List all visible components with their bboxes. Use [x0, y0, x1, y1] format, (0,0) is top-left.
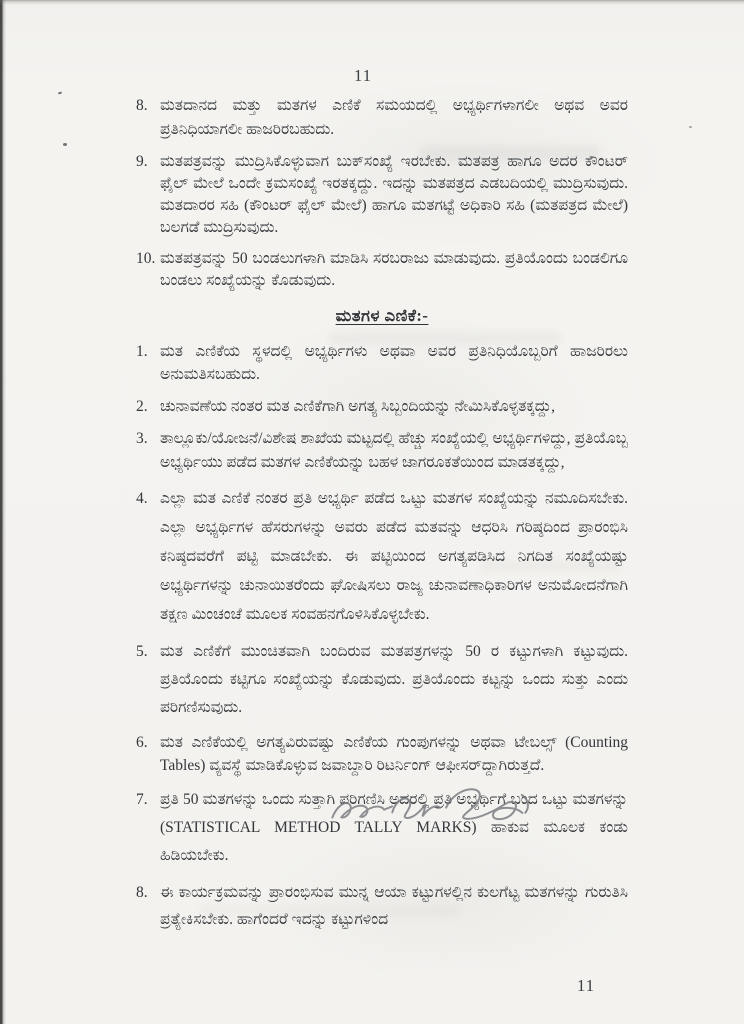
list-item-text: ಚುನಾವಣೆಯ ನಂತರ ಮತ ಎಣಿಕೆಗಾಗಿ ಅಗತ್ಯ ಸಿಬ್ಬಂದಿಯನ್ನು ನೇಮಿಸಿಕೊಳ್ಳತಕ್ಕದ್ದು, [160, 398, 555, 415]
counting-item-3 [136, 427, 628, 475]
list-item-text: ಮತಪತ್ರವನ್ನು 50 ಬಂಡಲುಗಳಾಗಿ ಮಾಡಿಸಿ ಸರಬರಾಜು ಮಾಡುವುದು. ಪ್ರತಿಯೊಂದು ಬಂಡಲಿಗೂ ಬಂಡಲು ಸಂಖ್ಯೆಯನ್ನು ಕೊಡುವುದು. [160, 250, 628, 289]
list-item-8 [136, 94, 628, 142]
list-item-number: 8. [136, 97, 148, 114]
list-item-number: 4. [136, 490, 148, 507]
list-item-number: 10. [136, 250, 156, 267]
document-body [136, 94, 628, 942]
list-item-number: 5. [136, 643, 148, 660]
scan-speck [63, 143, 67, 146]
list-item-number: 6. [136, 734, 148, 751]
list-item-number: 1. [136, 343, 148, 360]
section-heading-text: ಮತಗಳ ಎಣಿಕೆ:- [335, 306, 429, 325]
counting-item-8 [136, 879, 628, 933]
list-item-number: 3. [136, 430, 148, 447]
list-item-text: ಮತಪತ್ರವನ್ನು ಮುದ್ರಿಸಿಕೊಳ್ಳುವಾಗ ಬುಕ್‌ಸಂಖ್ಯೆ ಇರಬೇಕು. ಮತಪತ್ರ ಹಾಗೂ ಅದರ ಕೌಂಟರ್ ಫೈಲ್ ಮೇಲೆ ಒಂದೇ ಕ್ರಮಸಂಖ್ಯೆ ಇರತಕ್ಕದ್ದು. ಇದನ್ನು ಮತಪತ್ರದ ಎಡಬದಿಯಲ್ಲಿ ಮುದ್ರಿಸುವುದು. ಮತದಾರರ ಸಹಿ (ಕೌಂಟರ್ ಫೈಲ್ ಮೇಲೆ) ಹಾಗೂ ಮತಗಟ್ಟೆ ಅಧಿಕಾರಿ ಸಹಿ (ಮತಪತ್ರದ ಮೇಲೆ) ಬಲಗಡೆ ಮುದ್ರಿಸುವುದು. [160, 153, 628, 236]
counting-item-6 [136, 731, 628, 777]
list-item-number: 9. [136, 153, 148, 170]
counting-item-7 [136, 786, 628, 870]
list-item-number: 7. [136, 791, 148, 808]
counting-item-1 [136, 340, 628, 386]
list-item-text: ಮತ ಎಣಿಕೆಯ ಸ್ಥಳದಲ್ಲಿ ಅಭ್ಯರ್ಥಿಗಳು ಅಥವಾ ಅವರ ಪ್ರತಿನಿಧಿಯೊಬ್ಬರಿಗೆ ಹಾಜರಿರಲು ಅನುಮತಿಸಬಹುದು. [160, 343, 628, 383]
list-item-number: 8. [136, 884, 148, 901]
page-number-top: 11 [353, 66, 373, 85]
list-item-text: ಮತದಾನದ ಮತ್ತು ಮತಗಳ ಎಣಿಕೆ ಸಮಯದಲ್ಲಿ ಅಭ್ಯರ್ಥಿಗಳಾಗಲೀ ಅಥವ ಅವರ ಪ್ರತಿನಿಧಿಯಾಗಲೀ ಹಾಜರಿರಬಹುದು. [160, 97, 628, 138]
counting-item-2 [136, 395, 628, 418]
list-item-text: ತಾಲ್ಲೂಕು/ಯೋಜನೆ/ವಿಶೇಷ ಶಾಖೆಯ ಮಟ್ಟದಲ್ಲಿ ಹೆಚ್ಚು ಸಂಖ್ಯೆಯಲ್ಲಿ ಅಭ್ಯರ್ಥಿಗಳಿದ್ದು, ಪ್ರತಿಯೊಬ್ಬ ಅಭ್ಯರ್ಥಿಯು ಪಡೆದ ಮತಗಳ ಎಣಿಕೆಯನ್ನು ಬಹಳ ಜಾಗರೂಕತೆಯಿಂದ ಮಾಡತಕ್ಕದ್ದು, [160, 430, 628, 471]
list-item-text: ಪ್ರತಿ 50 ಮತಗಳನ್ನು ಒಂದು ಸುತ್ತಾಗಿ ಪರಿಗಣಿಸಿ ಅದರಲ್ಲಿ ಪ್ರತಿ ಅಭ್ಯರ್ಥಿಗೆ ಬಂದ ಒಟ್ಟು ಮತಗಳನ್ನು (STATISTICAL METHOD TALLY MARKS) ಹಾಕುವ ಮೂಲಕ ಕಂಡು ಹಿಡಿಯಬೇಕು. [160, 791, 628, 864]
list-item-9 [136, 151, 628, 239]
scan-speck [689, 126, 692, 128]
scan-edge-top [0, 0, 744, 5]
counting-item-4 [136, 484, 628, 629]
list-item-text: ಮತ ಎಣಿಕೆಯಲ್ಲಿ ಅಗತ್ಯವಿರುವಷ್ಟು ಎಣಿಕೆಯ ಗುಂಪುಗಳನ್ನು ಅಥವಾ ಟೇಬಲ್ಸ್ (Counting Tables) ವ್ಯವಸ್ಥೆ ಮಾಡಿಕೊಳ್ಳುವ ಜವಾಬ್ದಾರಿ ರಿಟರ್ನಿಂಗ್ ಆಫೀಸರ್‌ದ್ದಾಗಿರುತ್ತದೆ. [160, 734, 628, 774]
list-item-number: 2. [136, 398, 148, 415]
section-heading [136, 306, 628, 326]
list-item-text: ಈ ಕಾರ್ಯಕ್ರಮವನ್ನು ಪ್ರಾರಂಭಿಸುವ ಮುನ್ನ ಆಯಾ ಕಟ್ಟುಗಳಲ್ಲಿನ ಕುಲಗೆಟ್ಟ ಮತಗಳನ್ನು ಗುರುತಿಸಿ ಪ್ರತ್ಯೇಕಿಸಬೇಕು. ಹಾಗೆಂದರೆ ಇದನ್ನು ಕಟ್ಟುಗಳಿಂದ [160, 884, 628, 928]
list-item-text: ಎಲ್ಲಾ ಮತ ಎಣಿಕೆ ನಂತರ ಪ್ರತಿ ಅಭ್ಯರ್ಥಿ ಪಡೆದ ಒಟ್ಟು ಮತಗಳ ಸಂಖ್ಯೆಯನ್ನು ನಮೂದಿಸಬೇಕು. ಎಲ್ಲಾ ಅಭ್ಯರ್ಥಿಗಳ ಹೆಸರುಗಳನ್ನು ಅವರು ಪಡೆದ ಮತವನ್ನು ಆಧರಿಸಿ ಗರಿಷ್ಠದಿಂದ ಪ್ರಾರಂಭಿಸಿ ಕನಿಷ್ಠದವರೆಗೆ ಪಟ್ಟಿ ಮಾಡಬೇಕು. ಈ ಪಟ್ಟಿಯಿಂದ ಅಗತ್ಯಪಡಿಸಿದ ನಿಗದಿತ ಸಂಖ್ಯೆಯಷ್ಟು ಅಭ್ಯರ್ಥಿಗಳನ್ನು ಚುನಾಯಿತರೆಂದು ಘೋಷಿಸಲು ರಾಜ್ಯ ಚುನಾವಣಾಧಿಕಾರಿಗಳ ಅನುಮೋದನೆಗಾಗಿ ತಕ್ಷಣ ಮಿಂಚಂಚೆ ಮೂಲಕ ಸಂವಹನಗೊಳಿಸಿಕೊಳ್ಳಬೇಕು. [160, 490, 628, 623]
page-number-bottom: 11 [576, 976, 596, 995]
scan-speck [58, 91, 62, 94]
counting-item-5 [136, 638, 628, 722]
list-item-10 [136, 248, 628, 292]
scan-edge-left [0, 0, 6, 1024]
list-item-text: ಮತ ಎಣಿಕೆಗೆ ಮುಂಚಿತವಾಗಿ ಬಂದಿರುವ ಮತಪತ್ರಗಳನ್ನು 50 ರ ಕಟ್ಟುಗಳಾಗಿ ಕಟ್ಟುವುದು. ಪ್ರತಿಯೊಂದು ಕಟ್ಟಿಗೂ ಸಂಖ್ಯೆಯನ್ನು ಕೊಡುವುದು. ಪ್ರತಿಯೊಂದು ಕಟ್ಟನ್ನು ಒಂದು ಸುತ್ತು ಎಂದು ಪರಿಗಣಿಸುವುದು. [160, 643, 628, 716]
